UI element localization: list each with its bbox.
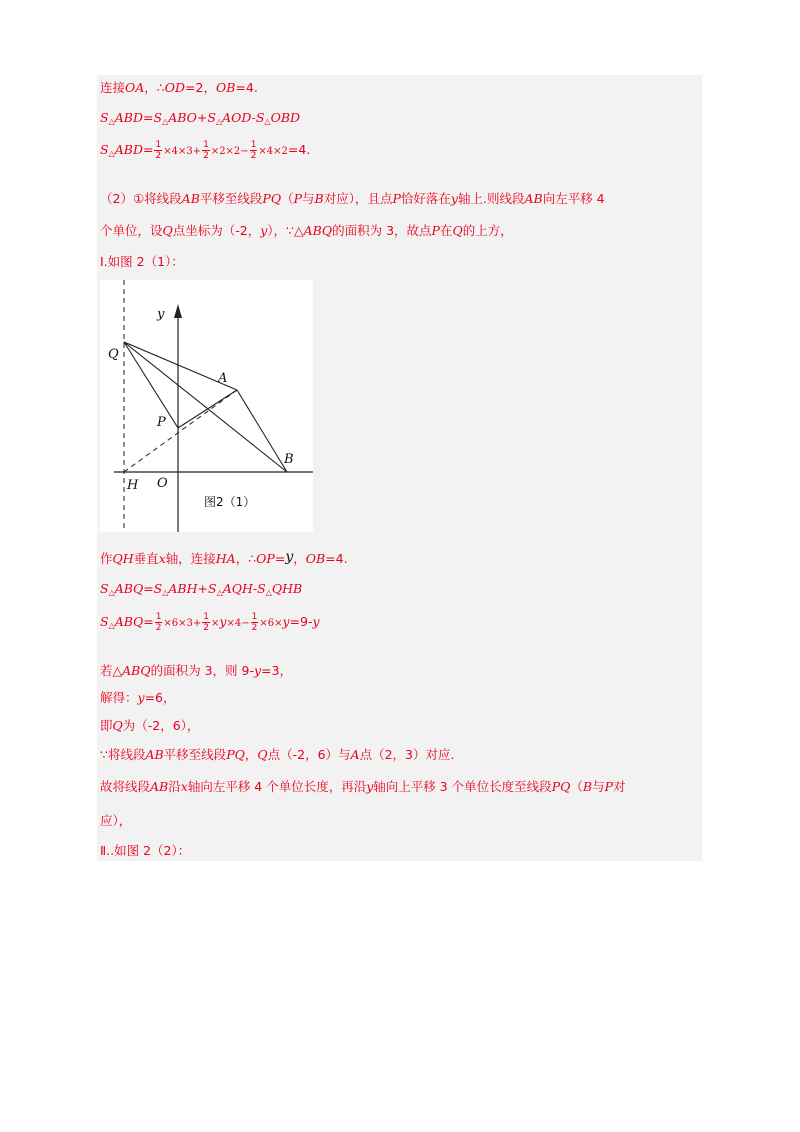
case-one-heading: Ⅰ.如图 2（1）： (100, 254, 184, 269)
text-line-solve: 解得：y=6， (100, 690, 176, 705)
y-axis-arrow-icon (174, 304, 182, 318)
text-line-correspondence: ∵将线段AB平移至线段PQ，Q点（-2，6）与A点（2，3）对应. (100, 747, 455, 762)
text-line-area-condition: 若△ABQ的面积为 3，则 9-y=3， (100, 663, 292, 678)
figure-caption: 图2（1） (204, 495, 256, 509)
segment-qb (124, 342, 287, 472)
text-line-connect-oa: 连接OA，∴OD=2，OB=4. (100, 80, 258, 95)
label-y-axis: y (157, 307, 165, 322)
label-q: Q (108, 347, 119, 362)
figure-2-1 (100, 280, 313, 532)
label-a: A (218, 371, 228, 386)
segment-ab (237, 390, 287, 472)
label-h: H (127, 478, 139, 493)
text-line-conclusion: 故将线段AB沿x轴向左平移 4 个单位长度，再沿y轴向上平移 3 个单位长度至线段PQ（B与P对 (100, 779, 626, 794)
label-o: O (157, 476, 168, 491)
area-calculation-abd: $S_\triangle ABD=$ $\frac{1}{2}$ ×4×3+ $\frac{1}{2}$ ×2×2− $\frac{1}{2}$ ×4×2=4. (100, 140, 311, 161)
text-line-conclusion-cont: 应）， (100, 813, 132, 828)
text-line-draw-qh: 作QH垂直x轴，连接HA，∴OP=y，OB=4. (100, 549, 348, 566)
line-ha-dashed (124, 390, 237, 472)
segment-pa (178, 390, 237, 428)
case-two-heading: Ⅱ..如图 2（2）： (100, 843, 191, 858)
text-line-q-result: 即Q为（-2，6）， (100, 718, 200, 733)
segment-qp (124, 342, 178, 428)
label-b: B (284, 452, 294, 467)
area-decomposition-abq: $S_\triangle ABQ=S_\triangle ABH+S_\triangle AQH-S_\triangle QHB$ (100, 581, 303, 597)
label-p: P (157, 415, 166, 430)
area-decomposition-abd: $S_\triangle ABD=S_\triangle ABO+S_\triangle AOD-S_\triangle OBD$ (100, 110, 301, 126)
text-line-q-coordinates: 个单位，设Q点坐标为（-2，y），∵△ABQ的面积为 3，故点P在Q的上方， (100, 223, 513, 238)
area-calculation-abq: $S_\triangle ABQ=$ $\frac{1}{2}$ ×6×3+ $\frac{1}{2}$ ×y×4− $\frac{1}{2}$ ×6×y=9-y (100, 612, 320, 633)
text-line-translate-ab: （2）①将线段AB平移至线段PQ（P与B对应），且点P恰好落在y轴上.则线段AB向左平移 4 (100, 191, 605, 206)
